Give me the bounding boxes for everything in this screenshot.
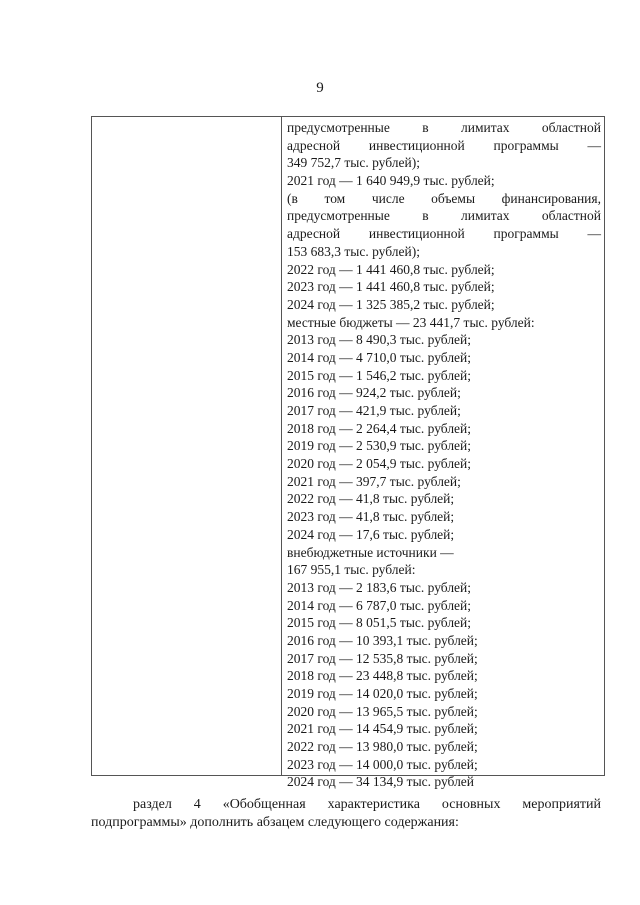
table-frame xyxy=(91,116,605,790)
table-line: 2024 год — 1 325 385,2 тыс. рублей; xyxy=(287,296,495,312)
table-line: 2019 год — 14 020,0 тыс. рублей; xyxy=(287,686,478,701)
table-line: 2020 год — 2 054,9 тыс. рублей; xyxy=(287,456,472,472)
table-line: 2024 год — 34 134,9 тыс. рублей xyxy=(287,774,475,790)
table-line: 2019 год — 2 530,9 тыс. рублей; xyxy=(287,438,472,454)
table-line: 2022 год — 1 441 460,8 тыс. рублей; xyxy=(287,261,495,277)
table-line: 167 955,1 тыс. рублей: xyxy=(287,562,416,578)
table-line: 2021 год — 14 454,9 тыс. рублей; xyxy=(287,721,478,737)
table-line: 2016 год — 10 393,1 тыс. рублей; xyxy=(287,632,478,648)
table-line: внебюджетные источники — xyxy=(287,544,454,560)
table-line: 2017 год — 12 535,8 тыс. рублей; xyxy=(287,650,478,666)
table-line: адресной инвестиционной программы — xyxy=(287,137,601,153)
table-line: адресной инвестиционной программы — xyxy=(287,226,601,242)
table-line: предусмотренные в лимитах областной xyxy=(287,208,601,224)
table-line: 2023 год — 1 441 460,8 тыс. рублей; xyxy=(287,279,495,295)
table-line: 2016 год — 924,2 тыс. рублей; xyxy=(287,385,461,401)
table-line: 2023 год — 14 000,0 тыс. рублей; xyxy=(287,756,478,772)
table-right-cell xyxy=(287,119,601,791)
table-line: 2015 год — 1 546,2 тыс. рублей; xyxy=(287,367,472,383)
table-line: 2022 год — 13 980,0 тыс. рублей; xyxy=(287,739,478,755)
footer-paragraph xyxy=(91,796,601,832)
table-line: (в том числе объемы финансирования, xyxy=(287,190,601,206)
table-line: 2013 год — 8 490,3 тыс. рублей; xyxy=(287,332,472,348)
table-line: 2015 год — 8 051,5 тыс. рублей; xyxy=(287,615,472,631)
table-line: 2013 год — 2 183,6 тыс. рублей; xyxy=(287,579,472,595)
column-divider xyxy=(281,117,282,775)
table-line: 2014 год — 6 787,0 тыс. рублей; xyxy=(287,597,472,613)
table-line: 2022 год — 41,8 тыс. рублей; xyxy=(287,491,455,507)
table-line: 2014 год — 4 710,0 тыс. рублей; xyxy=(287,349,472,365)
table-line: 2020 год — 13 965,5 тыс. рублей; xyxy=(287,703,478,719)
table-lines xyxy=(287,243,601,791)
table-line: 2023 год — 41,8 тыс. рублей; xyxy=(287,509,455,525)
table-line: 2018 год — 2 264,4 тыс. рублей; xyxy=(287,420,472,436)
page-number: 9 xyxy=(316,80,324,96)
table-line: 2017 год — 421,9 тыс. рублей; xyxy=(287,403,461,418)
table-line: предусмотренные в лимитах областной xyxy=(287,120,601,135)
table-line: 2018 год — 23 448,8 тыс. рублей; xyxy=(287,668,478,684)
footer-line-2: подпрограммы» дополнить абзацем следующего содержания: xyxy=(91,815,459,830)
table-line: местные бюджеты — 23 441,7 тыс. рублей: xyxy=(287,314,535,330)
table-line: 349 752,7 тыс. рублей); xyxy=(287,155,420,171)
table-line: 2024 год — 17,6 тыс. рублей; xyxy=(287,526,455,542)
table-line: 2021 год — 397,7 тыс. рублей; xyxy=(287,473,461,489)
table-line: 153 683,3 тыс. рублей); xyxy=(287,243,420,259)
table-line: 2021 год — 1 640 949,9 тыс. рублей; xyxy=(287,173,495,189)
footer-line-1: раздел 4 «Обобщенная характеристика основных мероприятий xyxy=(133,797,601,812)
